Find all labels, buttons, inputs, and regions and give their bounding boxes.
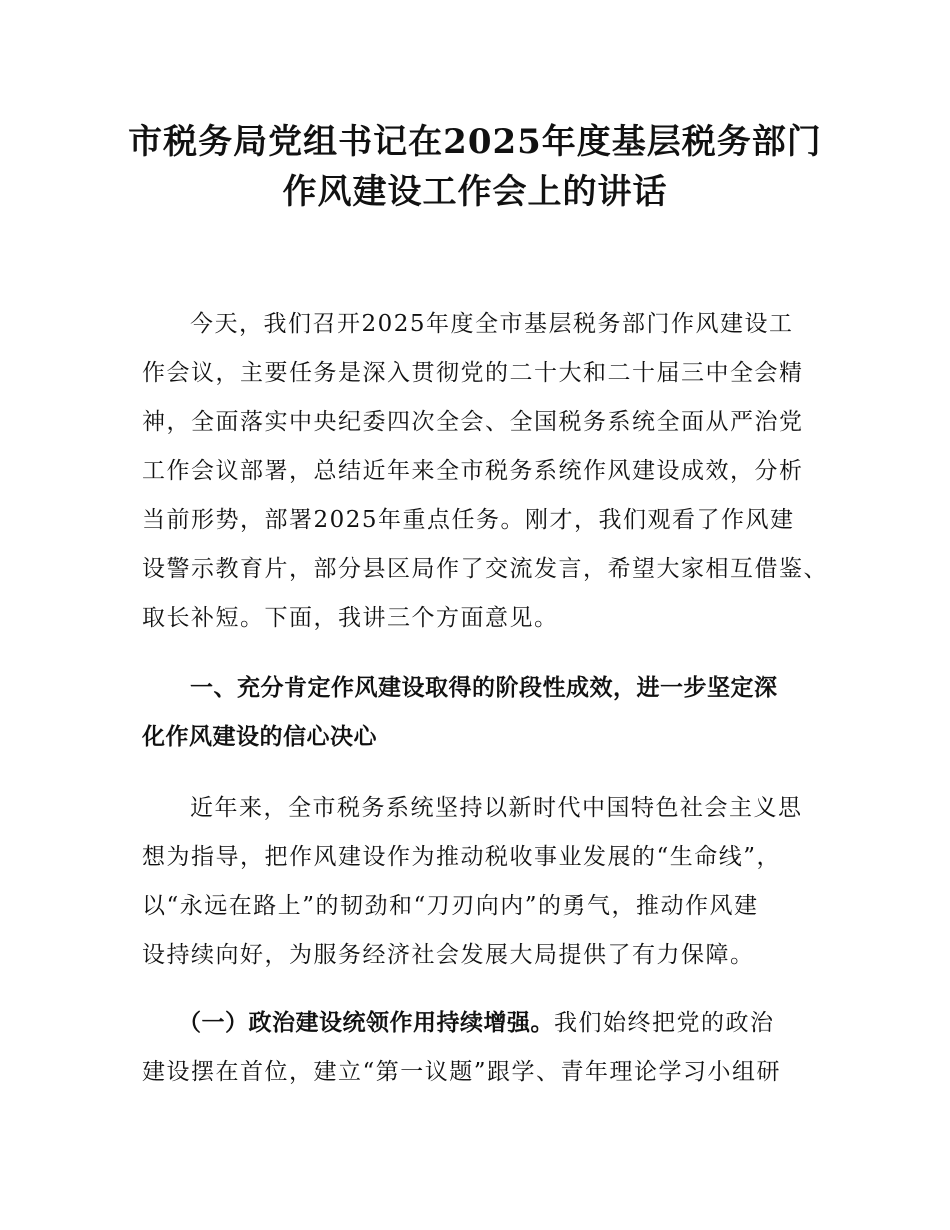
subsection-bold-lead: （一）政治建设统领作用持续增强。	[178, 1010, 554, 1036]
section-heading-line: 一、充分肯定作风建设取得的阶段性成效，进一步坚定深	[190, 675, 778, 701]
section-paragraph-line: 设持续向好，为服务经济社会发展大局提供了有力保障。	[142, 942, 755, 968]
subsection-paragraph-line	[178, 1008, 775, 1038]
section-paragraph-line: 想为指导，把作风建设作为推动税收事业发展的“生命线”，	[142, 844, 782, 870]
intro-paragraph-line: 当前形势，部署2025年重点任务。刚才，我们观看了作风建	[142, 507, 795, 533]
subsection-text: 我们始终把党的政治	[554, 1010, 775, 1036]
subsection-paragraph-line: 建设摆在首位，建立“第一议题”跟学、青年理论学习小组研	[142, 1059, 782, 1085]
intro-paragraph-line: 设警示教育片，部分县区局作了交流发言，希望大家相互借鉴、	[142, 556, 828, 582]
section-paragraph-line: 近年来，全市税务系统坚持以新时代中国特色社会主义思	[190, 795, 803, 821]
intro-paragraph-line: 今天，我们召开2025年度全市基层税务部门作风建设工	[190, 311, 794, 337]
intro-paragraph-line: 神，全面落实中央纪委四次全会、全国税务系统全面从严治党	[142, 409, 804, 435]
section-paragraph-line: 以“永远在路上”的韧劲和“刀刃向内”的勇气，推动作风建	[142, 893, 759, 919]
intro-paragraph-line: 工作会议部署，总结近年来全市税务系统作风建设成效，分析	[142, 458, 804, 484]
document-title-line-1: 市税务局党组书记在2025年度基层税务部门	[128, 122, 822, 162]
intro-paragraph-line: 作会议，主要任务是深入贯彻党的二十大和二十届三中全会精	[142, 360, 804, 386]
intro-paragraph-line: 取长补短。下面，我讲三个方面意见。	[142, 605, 559, 631]
document-title-line-2: 作风建设工作会上的讲话	[282, 172, 668, 212]
section-heading-line: 化作风建设的信心决心	[142, 724, 377, 750]
